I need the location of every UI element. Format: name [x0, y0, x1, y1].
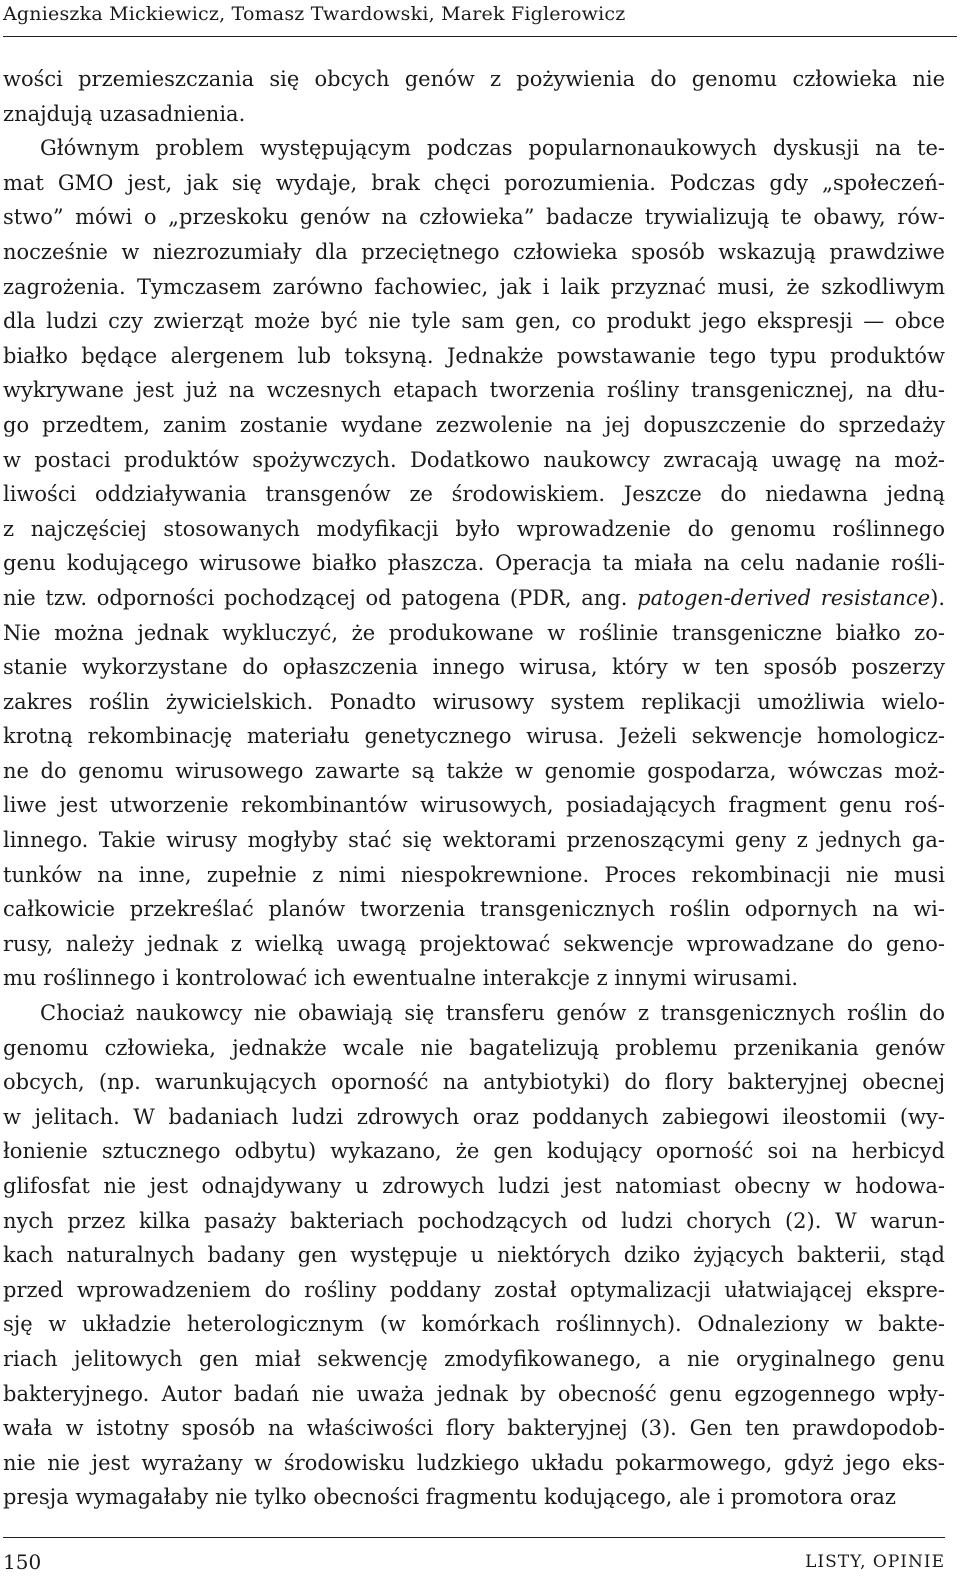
text-line: dla ludzi czy zwierząt może być nie tyle sam gen, co produkt jego ekspresji — obce	[3, 309, 945, 334]
text-line: stwo” mówi o „przeskoku genów na człowieka” badacze trywializują te obawy, rów-	[3, 205, 945, 230]
text-line: rusy, należy jednak z wielką uwagą projektować sekwencje wprowadzane do geno-	[3, 931, 945, 956]
text-line: bakteryjnego. Autor badań nie uważa jednak by obecność genu egzogennego wpły-	[3, 1381, 945, 1406]
text-line: genomu człowieka, jednakże wcale nie bagatelizują problemu przenikania genów	[3, 1035, 945, 1060]
text-line: sję w układzie heterologicznym (w komórkach roślinnych). Odnaleziony w bakte-	[3, 1312, 945, 1337]
paragraph	[3, 62, 945, 131]
text-line: obcych, (np. warunkujących oporność na antybiotyki) do flory bakteryjnej obecnej	[3, 1070, 945, 1095]
text-line: glifosfat nie jest odnajdywany u zdrowych ludzi jest natomiast obecny w hodowa-	[3, 1174, 945, 1198]
text-line: w jelitach. W badaniach ludzi zdrowych oraz poddanych zabiegowi ileostomii (wy-	[3, 1104, 945, 1129]
text-line: z najczęściej stosowanych modyfikacji było wprowadzenie do genomu roślinnego	[3, 516, 945, 541]
text-line: wykrywane jest już na wczesnych etapach tworzenia rośliny transgenicznej, na dłu-	[3, 378, 945, 403]
text-line: tunków na inne, zupełnie z nimi niespokrewnione. Proces rekombinacji nie musi	[3, 862, 945, 887]
text-line: w postaci produktów spożywczych. Dodatkowo naukowcy zwracają uwagę na moż-	[3, 447, 945, 472]
text-line: kach naturalnych badany gen występuje u niektórych dziko żyjących bakterii, stąd	[3, 1243, 945, 1268]
text-line: nych przez kilka pasaży bakteriach pochodzących od ludzi chorych (2). W warun-	[3, 1208, 945, 1233]
text-line: presja wymagałaby nie tylko obecności fragmentu kodującego, ale i promotora oraz	[3, 1485, 896, 1510]
page-footer	[3, 1537, 945, 1588]
text-line: przed wprowadzeniem do rośliny poddany został optymalizacji ułatwiającej ekspre-	[3, 1277, 945, 1302]
header-authors: Agnieszka Mickiewicz, Tomasz Twardowski, Marek Figlerowicz	[3, 3, 626, 25]
text-line: nie tzw. odporności pochodzącej od patogena (PDR, ang. patogen-derived resistance).	[3, 585, 945, 610]
text-line: zakres roślin żywicielskich. Ponadto wirusowy system replikacji umożliwia wielo-	[3, 689, 945, 714]
section-name: LISTY, OPINIE	[805, 1552, 945, 1572]
text-line: Nie można jednak wykluczyć, że produkowane w roślinie transgeniczne białko zo-	[3, 620, 945, 645]
text-line: nie nie jest wyrażany w środowisku ludzkiego układu pokarmowego, gdyż jego eks-	[3, 1450, 945, 1475]
text-line: stanie wykorzystane do opłaszczenia innego wirusa, który w ten sposób poszerzy	[3, 655, 945, 680]
text-line: całkowicie przekreślać planów tworzenia transgenicznych roślin odpornych na wi-	[3, 897, 945, 922]
text-line: mu roślinnego i kontrolować ich ewentualne interakcje z innymi wirusami.	[3, 966, 799, 991]
paragraph	[3, 996, 945, 1515]
text-line: genu kodującego wirusowe białko płaszcza. Operacja ta miała na celu nadanie rośli-	[3, 551, 945, 576]
text-line: wości przemieszczania się obcych genów z pożywienia do genomu człowieka nie	[3, 67, 945, 91]
article-body	[3, 62, 945, 1515]
text-line: łonienie sztucznego odbytu) wykazano, że gen kodujący oporność soi na herbicyd	[3, 1139, 945, 1164]
text-line: liwości oddziaływania transgenów ze środowiskiem. Jeszcze do niedawna jedną	[3, 482, 945, 507]
running-header	[3, 0, 957, 37]
text-line: białko będące alergenem lub toksyną. Jednakże powstawanie tego typu produktów	[3, 343, 945, 368]
text-line: Chociaż naukowcy nie obawiają się transferu genów z transgenicznych roślin do	[40, 1001, 945, 1026]
text-line: krotną rekombinację materiału genetycznego wirusa. Jeżeli sekwencje homologicz-	[3, 724, 945, 749]
text-line: mat GMO jest, jak się wydaje, brak chęci porozumienia. Podczas gdy „społeczeń-	[3, 170, 945, 195]
text-line: ne do genomu wirusowego zawarte są także w genomie gospodarza, wówczas moż-	[3, 758, 945, 783]
text-line: nocześnie w niezrozumiały dla przeciętnego człowieka sposób wskazują prawdziwe	[3, 239, 945, 264]
text-line: liwe jest utworzenie rekombinantów wirusowych, posiadających fragment genu roś-	[3, 793, 945, 818]
text-line: riach jelitowych gen miał sekwencję zmodyfikowanego, a nie oryginalnego genu	[3, 1346, 945, 1371]
text-line: znajdują uzasadnienia.	[3, 101, 246, 126]
text-line: go przedtem, zanim zostanie wydane zezwolenie na jej dopuszczenie do sprzedaży	[3, 412, 945, 437]
paragraph	[3, 131, 945, 996]
text-line: wała w istotny sposób na właściwości flory bakteryjnej (3). Gen ten prawdopodob-	[3, 1416, 945, 1441]
text-line: Głównym problem występującym podczas popularnonaukowych dyskusji na te-	[40, 136, 945, 161]
page-number: 150	[3, 1550, 42, 1574]
text-line: linnego. Takie wirusy mogłyby stać się wektorami przenoszącymi geny z jednych ga-	[3, 828, 945, 853]
text-line: zagrożenia. Tymczasem zarówno fachowiec, jak i laik przyznać musi, że szkodliwym	[3, 274, 945, 299]
